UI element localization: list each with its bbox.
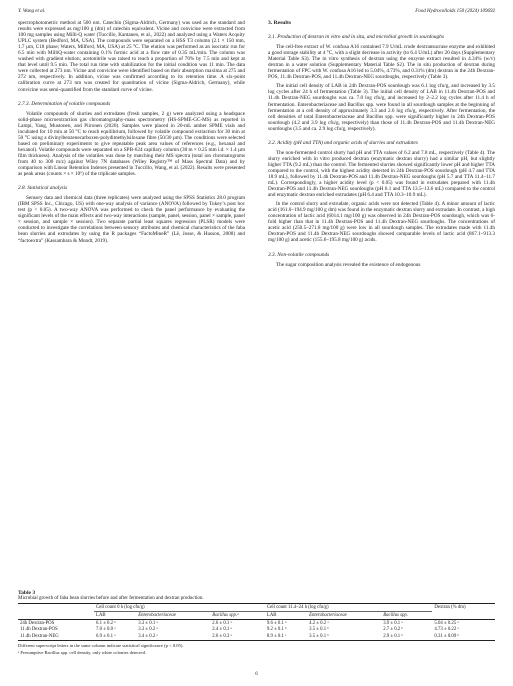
table-cell: 3.3 ± 0.2 ᵃ	[138, 627, 158, 633]
table-cell: 6.1 ± 0.2 ᵇ	[96, 620, 116, 626]
column-header: Enterobacteriaceae	[307, 612, 381, 620]
paragraph: In the control slurry and extrudate, organic acids were not detected (Table 4). A minor amount of lactic acid (161.0–194.9 mg/100 g dm) was found in the enzymatic dextran slurry and extrudate. In contrast, a high concentration of lactic acid (6014.1 mg/100 g) was observed in 24h Dextran-POS sourdough, which was 6-fold higher than that in 11.4h Dextran-POS and 11.4h Dextran-NEG sourdoughs. The concentrations of acetic acid (250.5–271.8 mg/100 g) were low in all sourdough samples. The extrudates made with 11.4h Dextran-POS and 11.4h Dextran-NEG sourdoughs showed comparable levels of lactic acid (867.1–913.3 mg/100 g) and acetic (155.6–195.8 mg/100 g) acids.	[268, 201, 495, 244]
paragraph: The non-fermented control slurry had pH and TTA values of 6.2 and 7.8 mL, respectively (Table 4). The slurry enriched with in vitro produced dextran (enzymatic dextran slurry) had a similar pH, but slightly higher TTA (9.2 mL) than the control. The fermented slurries showed significantly lower pH and higher TTA compared to the control, with the highest acidity detected in 24h Dextran-POS sourdough (pH 4.7 and TTA 18.9 mL), followed by 11.4h Dextran-POS and 11.4h Dextran-NEG sourdoughs (pH 5.7 and TTA 11.4–11.7 mL). Correspondingly, a higher acidity level (p < 0.05) was found in extrudates prepared with 11.4h Dextran-POS and 11.4h Dextran-NEG sourdoughs (pH 6.1 and TTA 13.5–13.6 mL) compared to the control and enzymatic dextran enriched extrudates (pH 6.4 and TTA 10.3–10.9 mL).	[268, 149, 495, 199]
column-header: Dextran (% dm)	[432, 604, 495, 612]
table-cell: 7.0 ± 0.0 ᵃ	[96, 627, 116, 633]
table-footnote: Different superscript letters in the same column indicate statistical significance (p < 0.05).	[18, 642, 184, 648]
table-cell: 3.3 ± 0.1 ᵃ	[138, 620, 158, 626]
table-row	[18, 633, 495, 640]
paragraph: The initial cell density of LAB in 24h Dextran-POS sourdough was 6.1 log cfu/g, and increased by 3.5 log cycles after 24 h of fermentation (Table 3). The initial cell density of LAB in 11.4h Dextran-POS and 11.4h Dextran-NEG sourdoughs was ca. 7.0 log cfu/g, and increased by 2–2.2 log cycles after 11.4 h of fermentation. Enterobacteriaceae and Bacillus spp. were found in all sourdough samples at the beginning of fermentation at a cell density of approximately 3.3 and 2.6 log cfu/g, respectively. After fermentation, the cell densities of total Enterobacteriaceae and Bacillus spp. were significantly higher in 24h Dextran-POS sourdough (4.2 and 3.9 log cfu/g, respectively) than those of 11.4h Dextran-POS and 11.4h Dextran-NEG sourdoughs (3.5 and ca. 2.9 log cfu/g, respectively).	[268, 83, 495, 132]
column-group-header: Cell count 0 h (log cfu/g)	[94, 604, 265, 612]
section-heading: 3.1. Production of dextran in vitro and in situ, and microbial growth in sourdoughs	[268, 34, 444, 41]
running-header-authors: Y. Wang et al.	[18, 9, 46, 14]
paragraph: Volatile compounds of slurries and extrudates (fresh samples, 2 g) were analyzed using a headspace solid-phase microextraction gas chromatography-mass spectrometry (HS-SPME-GC-MS) as reported in Lampi, Yang, Mustonen, and Piironen (2020). Samples were placed in 20-mL amber SPME vials and incubated for 10 min at 50 °C to reach equilibrium, followed by volatile compound extraction for 30 min at 50 °C using a divinylbenzenecarboxen-polydimethylsiloxane fibre (50/30 µm). The conditions were selected based on preliminary experiments to give repeatable peak area values of references (e.g., hexanal and hexanol). Volatile compounds were separated on a SPB-624 capillary column (30 m × 0.25 mm i.d. × 1.4 µm film thickness). Analysis of the volatiles was done by matching their MS spectra (total ion chromatograms from 40 to 300 m/z) against Wiley 7N databases (Wiley Registry™ of Mass Spectral Data) and by comparison with Linear Retention Indexes presented in Tuccillo, Wang, et al. (2022). Results were presented as peak areas (counts × s × 10⁵) of the triplicate samples.	[18, 110, 245, 178]
right-column	[268, 20, 495, 271]
column-header: LAB	[94, 612, 136, 620]
table-3	[18, 590, 495, 656]
table-cell: 0.31 ± 0.09 ᵇ	[432, 633, 495, 640]
table-caption: Microbial growth of faba bean slurries before and after fermentation and dextran production.	[18, 596, 204, 601]
table-cell: 5.04 ± 0.25 ᵃ	[434, 620, 459, 626]
table-cell: 3.9 ± 0.1 ᵃ	[383, 620, 403, 626]
table-cell: 2.7 ± 0.2 ᵇ	[383, 627, 403, 633]
table-cell: 11.4h Dextran-POS	[20, 627, 58, 633]
table-cell: 24h Dextran-POS	[20, 620, 55, 626]
left-column	[18, 20, 245, 247]
table-cell: 6.9 ± 0.1 ᵃ	[94, 633, 136, 640]
section-heading: 2.8. Statistical analysis	[18, 185, 68, 192]
paragraph: The sugar composition analysis revealed the existence of endogenous	[276, 261, 421, 268]
table-cell: 4.2 ± 0.2 ᵃ	[309, 620, 329, 626]
section-heading: 3. Results	[268, 20, 291, 26]
table-cell: 11.4h Dextran-NEG	[18, 633, 94, 640]
column-header: LAB	[265, 612, 307, 620]
data-table	[18, 603, 495, 641]
table-cell: 2.4 ± 0.1 ᵃ	[212, 627, 232, 633]
table-cell: 3.5 ± 0.1 ᵇ	[307, 633, 381, 640]
column-header: Bacillus spp.	[381, 612, 432, 620]
table-cell: 2.6 ± 0.3 ᵃ	[210, 633, 265, 640]
table-footnote: ᵃ Presumptive Bacillus spp. cell density, only white colonies detected.	[18, 650, 147, 656]
table-cell: 9.2 ± 0.1 ᵇ	[266, 627, 287, 633]
table-cell: 2.9 ± 0.1 ᵇ	[381, 633, 432, 640]
running-header-journal: Food Hydrocolloids 150 (2024) 109692	[415, 9, 495, 14]
section-heading: 2.7.3. Determination of volatile compounds	[18, 100, 111, 107]
table-cell: 3.4 ± 0.2 ᵃ	[136, 633, 210, 640]
table-cell: 4.73 ± 0.22 ᵃ	[434, 627, 459, 633]
section-heading: 3.2. Acidity (pH and TTA) and organic acids of slurries and extrudates	[268, 139, 418, 146]
paragraph: The cell-free extract of W. confusa A16 contained 7.9 U/mL crude dextransucrase enzyme and exhibited a good storage stability at 4 °C, with a slight decrease in activity (to 6.4 U/mL) after 20 days (Supplementary Material Table S3). The in vitro synthesis of dextran using the enzyme extract resulted in 4.34% (w/v) dextran in a water solution (Supplementary Material Table S2). The in situ production of dextran during fermentation of FPC with W. confusa A16 led to 5.04%, 4.73%, and 0.31% (dm) dextran in the 24h Dextran-POS, 11.4h Dextran-POS, and 11.4h Dextran-NEG sourdoughs, respectively (Table 3).	[268, 44, 495, 81]
table-row	[18, 620, 495, 627]
paragraph: spectrophotometric method at 500 nm. Catechin (Sigma-Aldrich, Germany) was used as the standard and results were expressed as mg/100 g (dm) of catechin equivalent. Vicine and convicine were extracted from 100 mg samples using Milli-Q water (Tuccillo, Kantanen, et al., 2022) and analyzed using a Waters Acquity UPLC system (Bedford, MA, USA). The compounds were separated on a HSS T3 column (2.1 × 150 mm, 1.7 µm, C18 phase; Waters, Milford, MA, USA) at 25 °C. The elution was performed as an isocratic run for 6.5 min with MilliQ-water containing 0.1% formic acid at a flow rate of 0.35 mL/min. The column was washed with gradient elution; acetonitrile was raised to reach a proportion of 70% by 7.5 min and kept at that level until 9.5 min. The total run time with stabilization for the initial condition was 11 min. The data were collected at 273 nm. Vicine and convicine were identified based on their absorption maxima at 275 and 272 nm, respectively. In addition, vicine was confirmed according to its retention time. A six-point calibration curve at 273 nm was created for quantitation of vicine (Sigma-Aldrich, Germany), while convicine was semi-quantified from the standard curve of vicine.	[18, 20, 245, 93]
column-group-header: Cell count 11.4–24 h (log cfu/g)	[265, 604, 433, 612]
table-cell: 8.9 ± 0.1 ᶜ	[265, 633, 307, 640]
table-cell: 9.6 ± 0.1 ᵃ	[266, 620, 287, 626]
column-header: Bacillus spp.ᵃ	[210, 612, 265, 620]
table-title: Table 3	[18, 590, 36, 596]
table-cell: 3.5 ± 0.1 ᵇ	[309, 627, 329, 633]
section-heading: 3.3. Non-volatile compounds	[268, 251, 330, 258]
column-header: Enterobacteriaceae	[136, 612, 210, 620]
paragraph: Sensory data and chemical data (three replicates) were analyzed using the SPSS Statistics 28.0 program (IBM SPSS Inc., Chicago, US) with one-way analysis of variance (ANOVA) followed by Tukey’s post hoc test (p < 0.05). A two-way ANOVA was performed to check the panel performance by evaluating the significant levels of the main effects and two-way interactions (sample, panel, session, panel × sample, panel × session, and sample × session). Two separate partial least squares regression (PLSR) models were conducted to investigate the correlations between sensory attributes and chemical characteristics of the faba bean slurries and extrudates by using the R packages “FactoMineR” (Lê, Josse, & Husson, 2008) and “factoextra” (Kassambara & Mundt, 2019).	[18, 195, 245, 244]
page-number: 6	[255, 672, 258, 677]
table-row	[18, 627, 495, 634]
table-cell: 2.6 ± 0.1 ᵃ	[212, 620, 232, 626]
